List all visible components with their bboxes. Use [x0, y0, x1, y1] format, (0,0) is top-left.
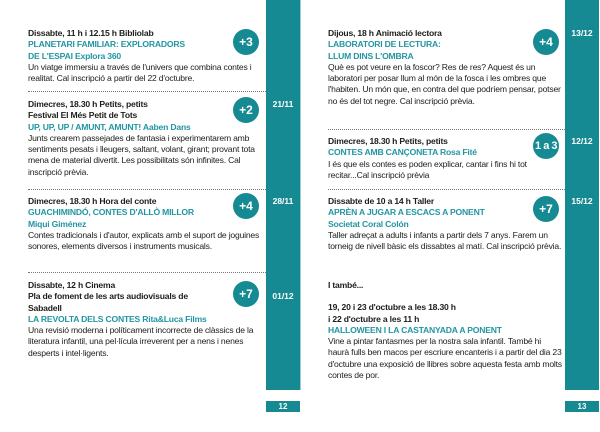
event-description: I és que els contes es poden explicar, cantar i fins hi tot recitar...Cal inscripció prèvia [328, 158, 527, 180]
event-description: Vine a pintar fantasmes per la nostra sala infantil. També hi haurà fulls ben macos per escriure encanteris i a partir del dia 23 d'octubre una exposició de llibres sobre aquesta festa amb molts contes de por. [328, 336, 562, 381]
event-title: GUACHIMINDÓ, CONTES D'ALLÒ MILLOR [28, 207, 194, 218]
event-description: Un viatge immersiu a través de l'univers que combina contes i realitat. Cal inscripció a partir del 22 d'octubre. [28, 61, 252, 84]
event-subheader: i 22 d'octubre a les 11 h [328, 313, 420, 324]
event-title: LA REVOLTA DELS CONTES Rita&Luca Films [28, 313, 207, 324]
event-title: CONTES AMB CANÇONETA Rosa Fité [328, 147, 477, 158]
event-title: HALLOWEEN I LA CASTANYADA A PONENT [328, 324, 502, 335]
event-date: 13/12 [571, 28, 593, 38]
page-number: 13 [565, 401, 599, 412]
event-title: LLUM DINS L'OMBRA [328, 50, 414, 61]
event-item [28, 28, 264, 84]
event-item [28, 99, 264, 178]
event-item [328, 196, 564, 252]
event-title: APRÈN A JUGAR A ESCACS A PONENT [328, 207, 485, 218]
right-page [300, 0, 600, 432]
event-date: 28/11 [272, 196, 294, 206]
date-column [266, 0, 300, 390]
event-date: 15/12 [571, 196, 593, 206]
event-title: Societat Coral Colón [328, 218, 409, 229]
event-title: Miqui Giménez [28, 218, 87, 229]
divider [328, 129, 565, 130]
age-badge: +4 [533, 29, 559, 55]
event-subheader: Pla de foment de les arts audiovisuals de Sabadell [28, 291, 188, 313]
event-header: Dimecres, 18.30 h Hora del conte [28, 196, 157, 206]
event-title: DE L'ESPAI Explora 360 [28, 50, 122, 61]
event-item [328, 28, 564, 107]
divider [28, 91, 266, 92]
divider [28, 189, 266, 190]
event-title: UP, UP, UP / AMUNT, AMUNT! Aaben Dans [28, 121, 191, 132]
age-badge: +7 [533, 196, 559, 222]
event-header: Dijous, 18 h Animació lectora [328, 28, 442, 38]
event-header: Dimecres, 18.30 h Petits, petits [328, 136, 448, 146]
event-header: 19, 20 i 23 d'octubre a les 18.30 h [328, 302, 456, 313]
also-heading: I també... [328, 280, 364, 290]
event-title: LABORATORI DE LECTURA: [328, 39, 441, 50]
event-header: Dissabte, 12 h Cinema [28, 280, 116, 290]
age-badge: +4 [233, 193, 259, 219]
age-badge: +7 [233, 281, 259, 307]
event-item [328, 136, 564, 181]
event-description: Què es pot veure en la foscor? Res de res? Aquest és un laboratori per posar llum al món de la fosca i les ombres que l'habiten. Un món que, en contra del que podríem pensar, potser no és del tot negre. Cal inscripció prèvia. [328, 61, 561, 106]
age-badge: 1 a 3 [533, 133, 559, 159]
divider [28, 272, 266, 273]
also-section [328, 280, 564, 381]
event-date: 01/12 [272, 291, 294, 301]
event-description: Contes tradicionals i d'autor, explicats amb el suport de joguines sonores, elements diversos i instruments musicals. [28, 229, 260, 252]
event-description: Una revisió moderna i políticament incorrecte de clàssics de la literatura infantil, una pel·lícula irreverent per a nens i nenes desperts i intel·ligents. [28, 325, 254, 358]
date-column [565, 0, 599, 390]
event-date: 12/12 [571, 136, 593, 146]
event-title: PLANETARI FAMILIAR: EXPLORADORS [28, 39, 185, 50]
event-date: 21/11 [272, 99, 294, 109]
event-item [28, 280, 264, 359]
event-item [28, 196, 264, 252]
event-description: Taller adreçat a adults i infants a partir dels 7 anys. Farem un torneig de nivell bàsic els dissabtes al matí. Cal inscripció prèvia. [328, 229, 562, 252]
event-subheader: Festival El Més Petit de Tots [28, 110, 138, 121]
event-header: Dissabte, 11 h i 12.15 h Bibliolab [28, 28, 154, 38]
event-description: Junts crearem passejades de fantasia i experimentarem amb sentiments pesats i lleugers, saltant, volant, girant; provant tota mena de material divertit. Les possibilitats són infinites. Cal inscripció prèvia. [28, 132, 255, 177]
divider [328, 189, 565, 190]
age-badge: +2 [233, 97, 259, 123]
page-number: 12 [266, 401, 300, 412]
age-badge: +3 [233, 29, 259, 55]
event-header: Dimecres, 18.30 h Petits, petits [28, 99, 148, 109]
event-header: Dissabte de 10 a 14 h Taller [328, 196, 435, 206]
